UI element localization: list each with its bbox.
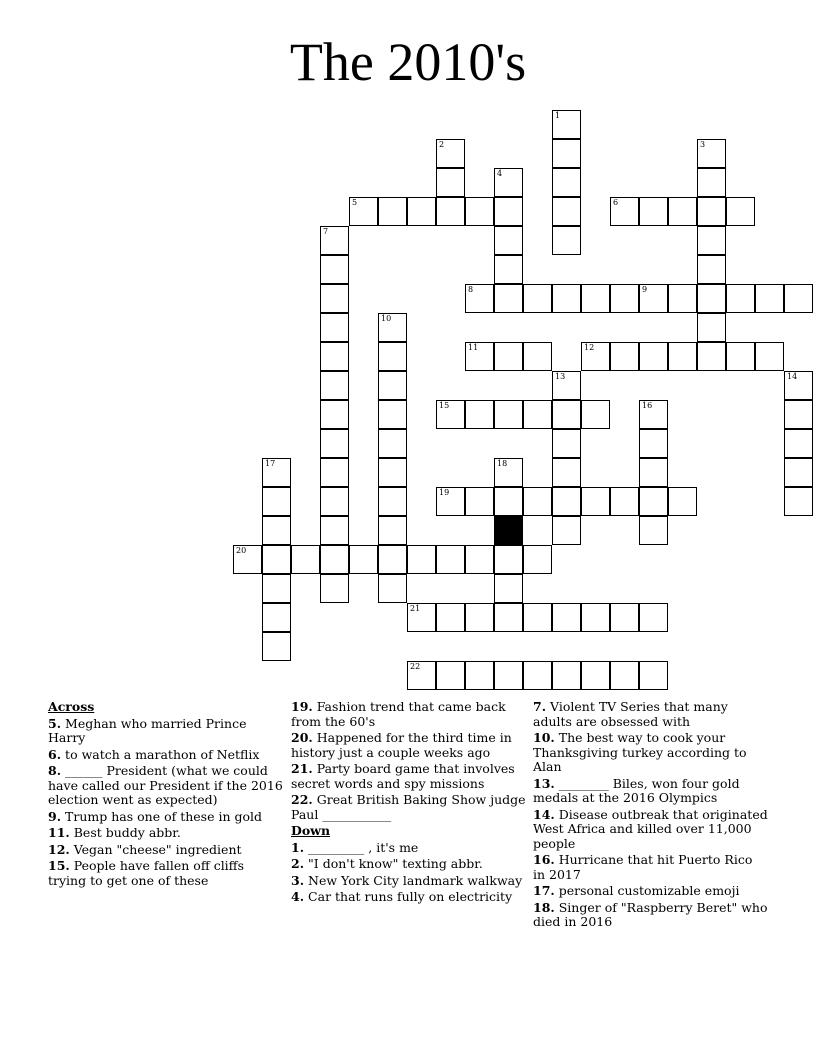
grid-cell[interactable] (378, 342, 407, 371)
grid-cell[interactable] (639, 487, 668, 516)
grid-cell[interactable] (320, 516, 349, 545)
clue-down-7 (533, 700, 768, 729)
clue-down-2 (291, 857, 526, 872)
grid-cell[interactable] (494, 226, 523, 255)
grid-cell[interactable] (378, 371, 407, 400)
cell-number: 21 (410, 604, 421, 613)
grid-cell[interactable] (407, 603, 436, 632)
clue-across-12 (48, 843, 283, 858)
clue-number: 2. (291, 856, 305, 871)
clue-across-11 (48, 826, 283, 841)
grid-cell[interactable] (610, 487, 639, 516)
grid-cell[interactable] (639, 284, 668, 313)
grid-cell[interactable] (262, 632, 291, 661)
grid-cell[interactable] (378, 400, 407, 429)
grid-cell[interactable] (523, 545, 552, 574)
clue-number: 20. (291, 730, 313, 745)
clue-text: Great British Baking Show judge Paul ___________ (291, 792, 526, 822)
grid-cell[interactable] (523, 284, 552, 313)
grid-cell[interactable] (436, 661, 465, 690)
grid-cell[interactable] (436, 487, 465, 516)
grid-cell[interactable] (378, 429, 407, 458)
clue-text: People have fallen off cliffs trying to get one of these (48, 858, 244, 888)
cell-number: 11 (468, 343, 479, 352)
grid-cell[interactable] (494, 400, 523, 429)
grid-cell[interactable] (465, 284, 494, 313)
clue-down-14 (533, 808, 768, 852)
cell-number: 7 (323, 227, 329, 236)
grid-cell[interactable] (320, 255, 349, 284)
grid-cell[interactable] (233, 545, 262, 574)
grid-cell[interactable] (697, 168, 726, 197)
clue-down-13 (533, 777, 768, 806)
grid-cell[interactable] (320, 226, 349, 255)
clue-number: 13. (533, 775, 555, 791)
black-cell (494, 516, 523, 545)
cell-number: 8 (468, 285, 474, 294)
grid-cell[interactable] (581, 400, 610, 429)
grid-cell[interactable] (262, 545, 291, 574)
clue-down-16 (533, 853, 768, 882)
grid-cell[interactable] (465, 197, 494, 226)
grid-cell[interactable] (465, 342, 494, 371)
grid-cell[interactable] (552, 197, 581, 226)
grid-cell[interactable] (784, 487, 813, 516)
clue-text: Singer of "Raspberry Beret" who died in 2016 (533, 899, 768, 929)
grid-cell[interactable] (494, 487, 523, 516)
clue-number: 14. (533, 806, 555, 822)
grid-cell[interactable] (262, 516, 291, 545)
grid-cell[interactable] (320, 371, 349, 400)
clue-across-6 (48, 748, 283, 763)
cell-number: 5 (352, 198, 358, 207)
grid-cell[interactable] (378, 516, 407, 545)
grid-cell[interactable] (639, 661, 668, 690)
grid-cell[interactable] (697, 342, 726, 371)
cell-number: 15 (439, 401, 450, 410)
grid-cell[interactable] (349, 545, 378, 574)
grid-cell[interactable] (523, 603, 552, 632)
grid-cell[interactable] (552, 139, 581, 168)
grid-cell[interactable] (262, 458, 291, 487)
grid-cell[interactable] (262, 603, 291, 632)
grid-cell[interactable] (320, 545, 349, 574)
grid-cell[interactable] (784, 458, 813, 487)
grid-cell[interactable] (639, 197, 668, 226)
clue-number: 4. (291, 889, 305, 904)
grid-cell[interactable] (552, 226, 581, 255)
grid-cell[interactable] (523, 400, 552, 429)
clue-down-1 (291, 841, 526, 856)
grid-cell[interactable] (465, 545, 494, 574)
clue-down-17 (533, 884, 768, 899)
clue-number: 16. (533, 852, 555, 867)
cell-number: 10 (381, 314, 392, 323)
clue-text: ________ Biles, won four gold medals at the 2016 Olympics (533, 775, 740, 805)
grid-cell[interactable] (784, 429, 813, 458)
grid-cell[interactable] (610, 603, 639, 632)
grid-cell[interactable] (697, 139, 726, 168)
clue-text: Trump has one of these in gold (65, 808, 263, 824)
grid-cell[interactable] (436, 197, 465, 226)
grid-cell[interactable] (407, 197, 436, 226)
grid-cell[interactable] (668, 197, 697, 226)
cell-number: 18 (497, 459, 508, 468)
cell-number: 9 (642, 285, 648, 294)
clue-text: to watch a marathon of Netflix (65, 746, 260, 762)
cell-number: 1 (555, 111, 561, 120)
grid-cell[interactable] (378, 458, 407, 487)
grid-cell[interactable] (349, 197, 378, 226)
clue-down-10 (533, 731, 768, 775)
cell-number: 4 (497, 169, 503, 178)
grid-cell[interactable] (320, 313, 349, 342)
down-heading: Down (291, 823, 331, 838)
grid-cell[interactable] (436, 139, 465, 168)
grid-cell[interactable] (436, 400, 465, 429)
cell-number: 14 (787, 372, 798, 381)
grid-cell[interactable] (494, 168, 523, 197)
grid-cell[interactable] (552, 429, 581, 458)
clues-column-2 (291, 700, 526, 907)
grid-cell[interactable] (320, 400, 349, 429)
grid-cell[interactable] (697, 255, 726, 284)
grid-cell[interactable] (262, 574, 291, 603)
clue-text: New York City landmark walkway (308, 872, 523, 888)
grid-cell[interactable] (436, 545, 465, 574)
clue-text: Vegan "cheese" ingredient (73, 841, 242, 857)
cell-number: 2 (439, 140, 445, 149)
cell-number: 20 (236, 546, 247, 555)
grid-cell[interactable] (378, 313, 407, 342)
grid-cell[interactable] (552, 516, 581, 545)
clue-text: Disease outbreak that originated West Africa and killed over 11,000 people (533, 806, 768, 851)
grid-cell[interactable] (581, 487, 610, 516)
grid-cell[interactable] (639, 516, 668, 545)
grid-cell[interactable] (494, 661, 523, 690)
grid-cell[interactable] (639, 400, 668, 429)
grid-cell[interactable] (494, 458, 523, 487)
clue-text: Hurricane that hit Puerto Rico in 2017 (533, 852, 753, 882)
clue-across-22 (291, 793, 526, 822)
grid-cell[interactable] (552, 458, 581, 487)
grid-cell[interactable] (697, 284, 726, 313)
clue-number: 18. (533, 899, 555, 915)
grid-cell[interactable] (494, 255, 523, 284)
grid-cell[interactable] (494, 574, 523, 603)
grid-cell[interactable] (639, 429, 668, 458)
clues-column-1 (48, 700, 283, 890)
grid-cell[interactable] (668, 284, 697, 313)
clue-number: 1. (291, 839, 305, 855)
grid-cell[interactable] (668, 342, 697, 371)
grid-cell[interactable] (784, 400, 813, 429)
grid-cell[interactable] (668, 487, 697, 516)
grid-cell[interactable] (581, 661, 610, 690)
grid-cell[interactable] (552, 284, 581, 313)
clues-column-3 (533, 700, 768, 932)
clue-text: Happened for the third time in history just a couple weeks ago (291, 730, 512, 760)
grid-cell[interactable] (465, 487, 494, 516)
grid-cell[interactable] (320, 574, 349, 603)
cell-number: 16 (642, 401, 653, 410)
clue-number: 10. (533, 730, 555, 745)
grid-cell[interactable] (552, 371, 581, 400)
grid-cell[interactable] (552, 168, 581, 197)
grid-cell[interactable] (581, 342, 610, 371)
clue-text: Fashion trend that came back from the 60's (291, 699, 506, 729)
grid-cell[interactable] (407, 661, 436, 690)
clue-across-19 (291, 700, 526, 729)
grid-cell[interactable] (465, 661, 494, 690)
across-heading: Across (48, 699, 95, 714)
grid-cell[interactable] (465, 603, 494, 632)
grid-cell[interactable] (291, 545, 320, 574)
grid-cell[interactable] (494, 545, 523, 574)
grid-cell[interactable] (494, 342, 523, 371)
clue-text: The best way to cook your Thanksgiving turkey according to Alan (533, 730, 747, 774)
clue-number: 12. (48, 841, 70, 857)
clue-number: 6. (48, 746, 62, 762)
grid-cell[interactable] (320, 342, 349, 371)
grid-cell[interactable] (494, 284, 523, 313)
grid-cell[interactable] (639, 458, 668, 487)
grid-cell[interactable] (407, 545, 436, 574)
grid-cell[interactable] (523, 342, 552, 371)
grid-cell[interactable] (320, 429, 349, 458)
grid-cell[interactable] (639, 603, 668, 632)
grid-cell[interactable] (755, 284, 784, 313)
grid-cell[interactable] (320, 487, 349, 516)
clue-across-21 (291, 762, 526, 791)
clue-text: Meghan who married Prince Harry (48, 715, 247, 745)
grid-cell[interactable] (494, 603, 523, 632)
clue-text: ______ President (what we could have called our President if the 2016 election went as expected) (48, 763, 283, 807)
grid-cell[interactable] (581, 603, 610, 632)
puzzle-title: The 2010's (289, 32, 527, 92)
clue-number: 21. (291, 761, 313, 776)
clue-text: _________ , it's me (308, 839, 419, 855)
clue-down-3 (291, 874, 526, 889)
clue-text: "I don't know" texting abbr. (308, 856, 483, 871)
clue-across-9 (48, 810, 283, 825)
clue-across-15 (48, 859, 283, 888)
grid-cell[interactable] (378, 197, 407, 226)
clue-down-4 (291, 890, 526, 905)
clue-number: 19. (291, 699, 313, 714)
clue-text: personal customizable emoji (558, 883, 740, 898)
grid-cell[interactable] (755, 342, 784, 371)
clue-text: Best buddy abbr. (73, 825, 181, 840)
grid-cell[interactable] (726, 284, 755, 313)
cell-number: 6 (613, 198, 619, 207)
grid-cell[interactable] (610, 284, 639, 313)
clue-text: Violent TV Series that many adults are obsessed with (533, 699, 728, 729)
clue-text: Party board game that involves secret words and spy missions (291, 761, 515, 791)
clue-across-20 (291, 731, 526, 760)
grid-cell[interactable] (726, 342, 755, 371)
cell-number: 3 (700, 140, 706, 149)
grid-cell[interactable] (436, 603, 465, 632)
grid-cell[interactable] (523, 661, 552, 690)
grid-cell[interactable] (552, 487, 581, 516)
cell-number: 19 (439, 488, 450, 497)
grid-cell[interactable] (697, 197, 726, 226)
grid-cell[interactable] (320, 284, 349, 313)
grid-cell[interactable] (320, 458, 349, 487)
grid-cell[interactable] (726, 197, 755, 226)
grid-cell[interactable] (610, 661, 639, 690)
clue-number: 3. (291, 872, 305, 888)
clue-number: 8. (48, 763, 62, 778)
clue-number: 11. (48, 825, 70, 840)
grid-cell[interactable] (465, 400, 494, 429)
clue-number: 22. (291, 792, 313, 807)
cell-number: 22 (410, 662, 421, 671)
clue-number: 7. (533, 699, 547, 714)
clue-across-8 (48, 764, 283, 808)
grid-cell[interactable] (494, 197, 523, 226)
cell-number: 17 (265, 459, 276, 468)
grid-cell[interactable] (639, 342, 668, 371)
grid-cell[interactable] (610, 197, 639, 226)
clue-across-5 (48, 717, 283, 746)
grid-cell[interactable] (552, 110, 581, 139)
clue-number: 9. (48, 808, 62, 824)
grid-cell[interactable] (697, 313, 726, 342)
clue-down-18 (533, 901, 768, 930)
grid-cell[interactable] (436, 168, 465, 197)
clue-text: Car that runs fully on electricity (308, 889, 513, 904)
grid-cell[interactable] (378, 487, 407, 516)
grid-cell[interactable] (552, 400, 581, 429)
grid-cell[interactable] (552, 661, 581, 690)
grid-cell[interactable] (262, 487, 291, 516)
grid-cell[interactable] (697, 226, 726, 255)
grid-cell[interactable] (378, 574, 407, 603)
clue-number: 17. (533, 883, 555, 898)
grid-cell[interactable] (784, 284, 813, 313)
grid-cell[interactable] (581, 284, 610, 313)
grid-cell[interactable] (523, 487, 552, 516)
grid-cell[interactable] (552, 603, 581, 632)
grid-cell[interactable] (784, 371, 813, 400)
cell-number: 13 (555, 372, 566, 381)
clue-number: 5. (48, 715, 62, 731)
grid-cell[interactable] (610, 342, 639, 371)
grid-cell[interactable] (378, 545, 407, 574)
cell-number: 12 (584, 343, 595, 352)
clue-number: 15. (48, 858, 70, 873)
